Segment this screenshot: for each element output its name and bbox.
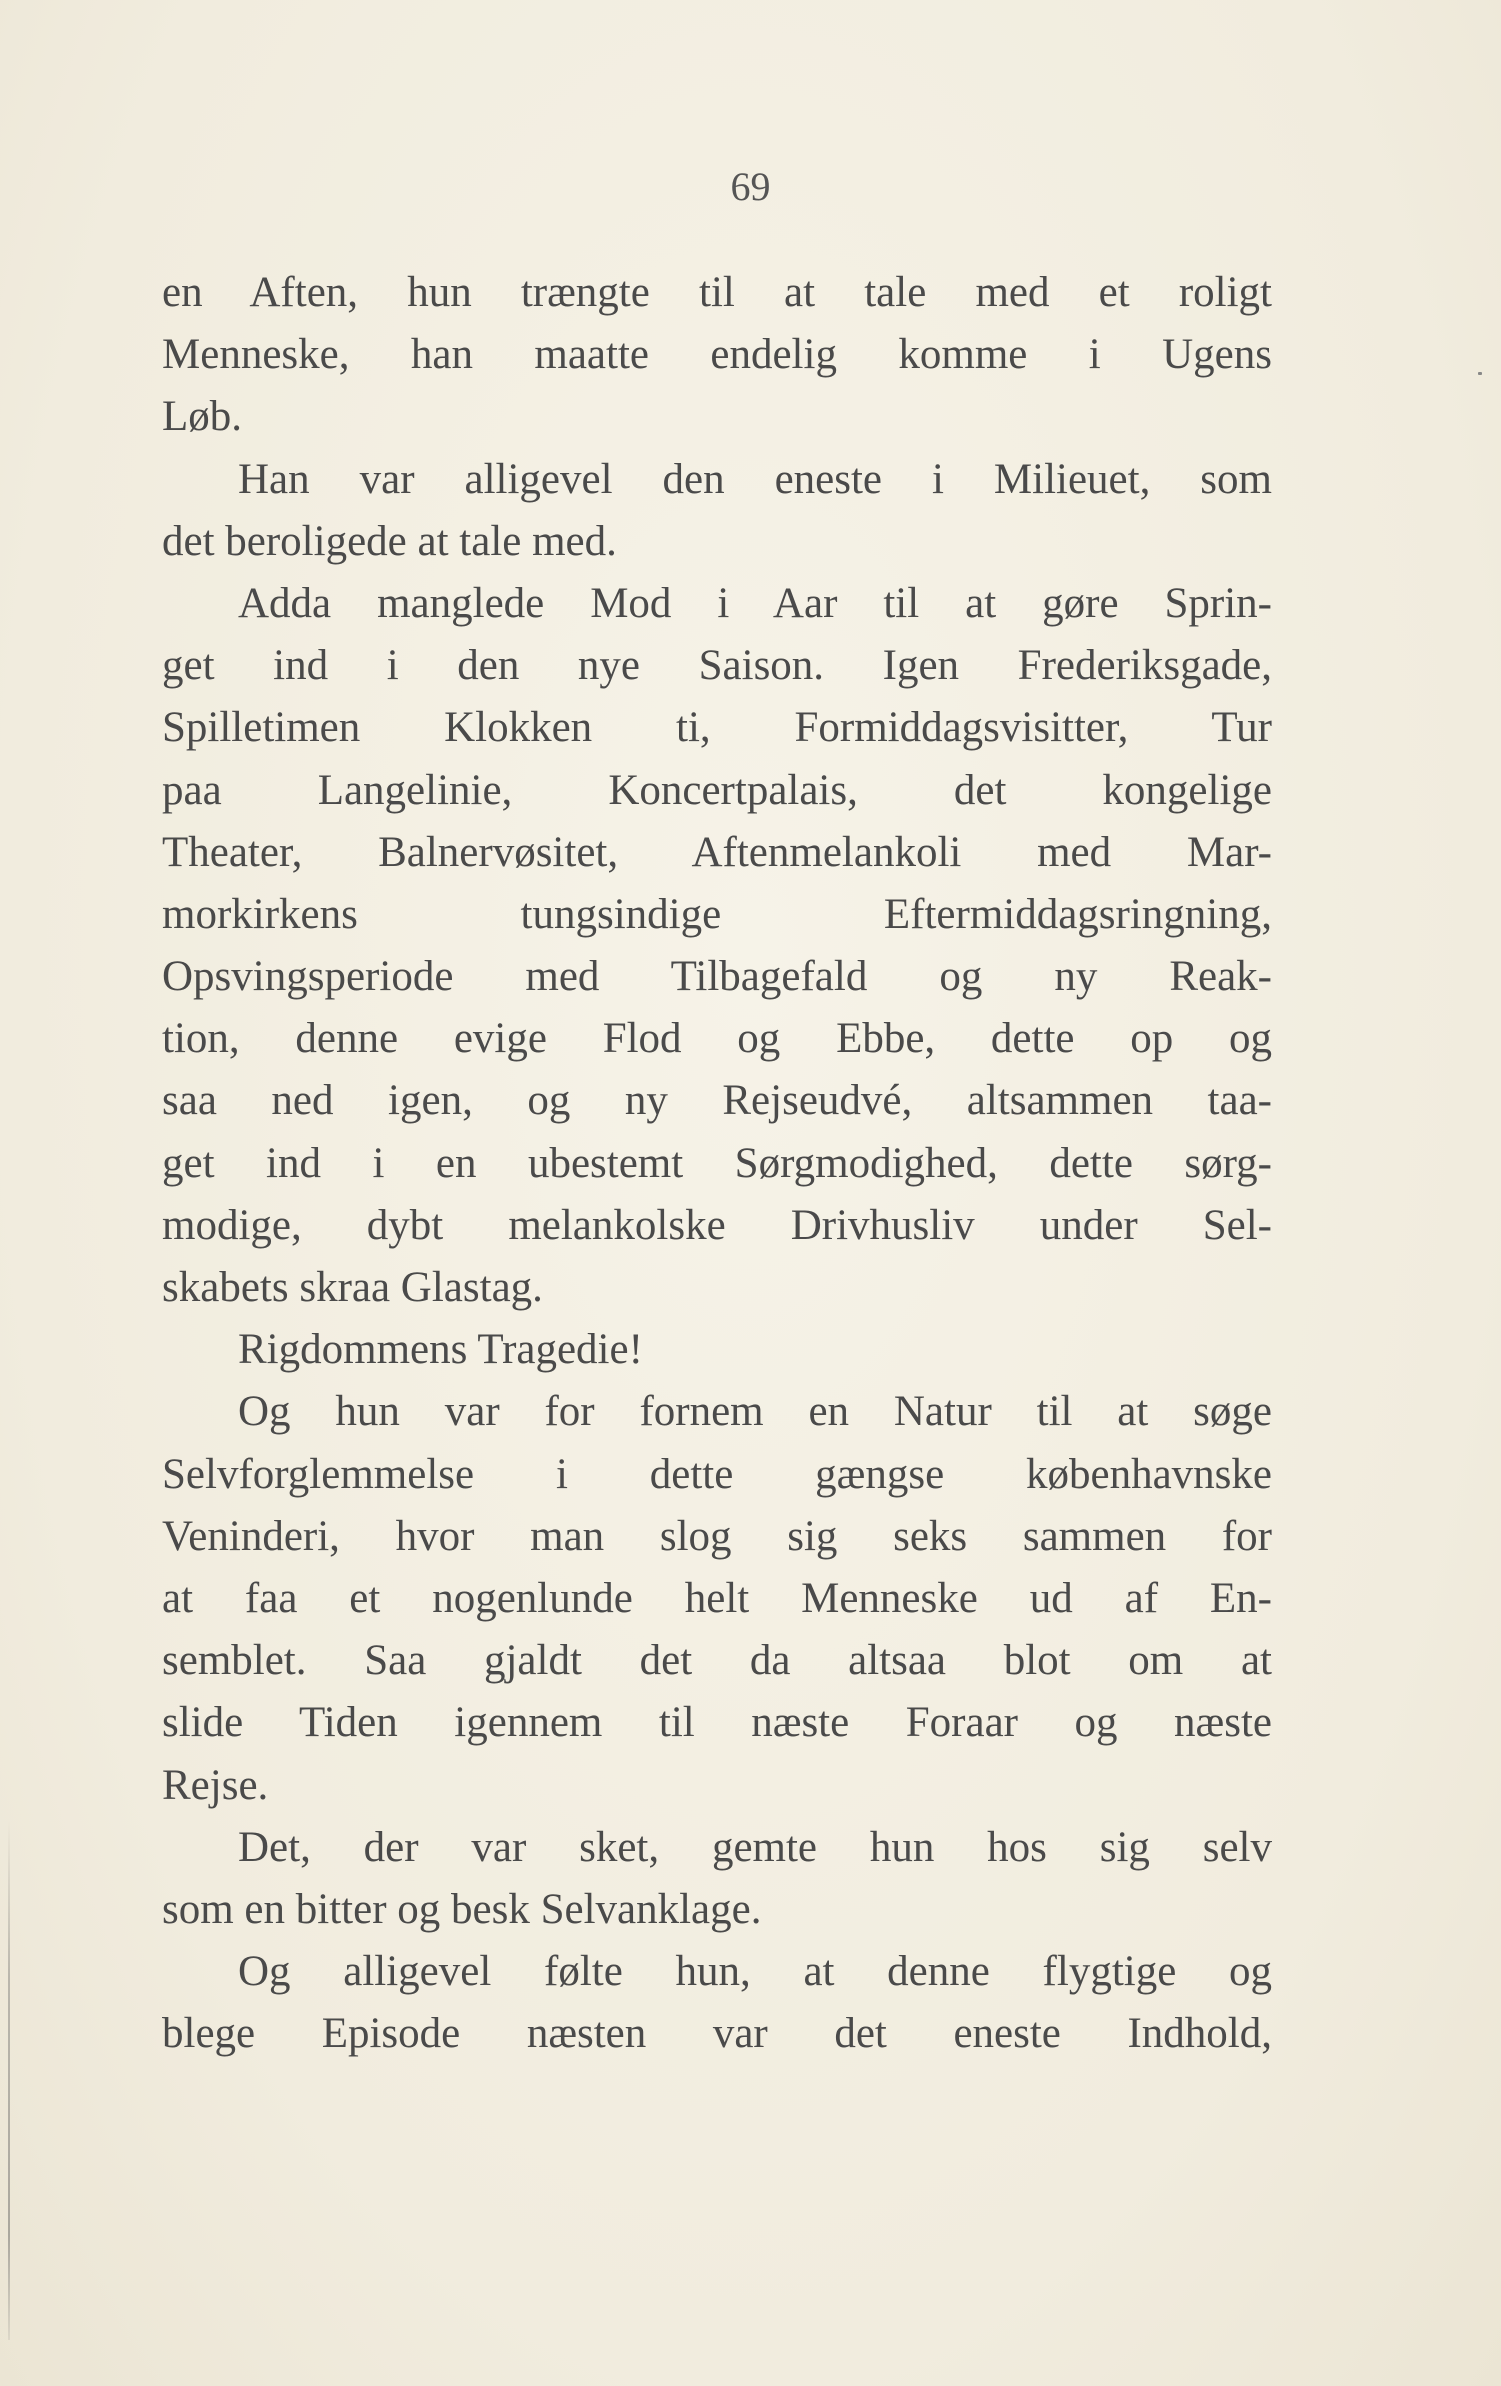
text-line: Løb.: [162, 393, 243, 441]
text-line: modige, dybt melankolske Drivhusliv under Sel-: [162, 1201, 1272, 1249]
paper-speck: [1478, 372, 1482, 375]
text-line: Opsvingsperiode med Tilbagefald og ny Reak-: [162, 953, 1272, 1001]
text-line: skabets skraa Glastag.: [162, 1264, 543, 1311]
binding-edge: [8, 1820, 10, 2340]
text-line: Og hun var for fornem en Natur til at søge: [238, 1388, 1272, 1436]
text-line: det beroligede at tale med.: [162, 517, 617, 565]
text-line: slide Tiden igennem til næste Foraar og næste: [162, 1699, 1272, 1747]
text-line: at faa et nogenlunde helt Menneske ud af En-: [162, 1574, 1272, 1622]
text-line: Theater, Balnervøsitet, Aftenmelankoli med Mar-: [162, 828, 1272, 876]
text-line: Adda manglede Mod i Aar til at gøre Sprin-: [238, 579, 1272, 627]
text-line: morkirkens tungsindige Eftermiddagsringning,: [162, 890, 1272, 938]
text-line: Rejse.: [162, 1761, 269, 1809]
text-line: Rigdommens Tragedie!: [238, 1326, 643, 1374]
text-line: Menneske, han maatte endelig komme i Ugens: [162, 331, 1272, 379]
text-line: Spilletimen Klokken ti, Formiddagsvisitter, Tur: [162, 704, 1272, 752]
text-line: tion, denne evige Flod og Ebbe, dette op og: [162, 1015, 1272, 1063]
text-line: som en bitter og besk Selvanklage.: [162, 1885, 762, 1933]
text-line: Selvforglemmelse i dette gængse københavnske: [162, 1450, 1272, 1498]
text-line: en Aften, hun trængte til at tale med et roligt: [162, 269, 1272, 316]
page-number: 69: [730, 164, 771, 209]
body-text: [162, 262, 1272, 2065]
text-line: get ind i en ubestemt Sørgmodighed, dette sørg-: [162, 1139, 1272, 1187]
text-line: saa ned igen, og ny Rejseudvé, altsammen taa-: [162, 1077, 1272, 1125]
text-line: Veninderi, hvor man slog sig seks sammen for: [162, 1512, 1272, 1560]
text-line: semblet. Saa gjaldt det da altsaa blot om at: [162, 1637, 1272, 1685]
text-line: paa Langelinie, Koncertpalais, det kongelige: [162, 766, 1272, 814]
text-line: Og alligevel følte hun, at denne flygtige og: [238, 1948, 1272, 1996]
text-line: Det, der var sket, gemte hun hos sig selv: [238, 1823, 1272, 1871]
text-line: Han var alligevel den eneste i Milieuet, som: [238, 455, 1272, 503]
text-line: blege Episode næsten var det eneste Indhold,: [162, 2010, 1272, 2058]
text-line: get ind i den nye Saison. Igen Frederiksgade,: [162, 642, 1272, 690]
